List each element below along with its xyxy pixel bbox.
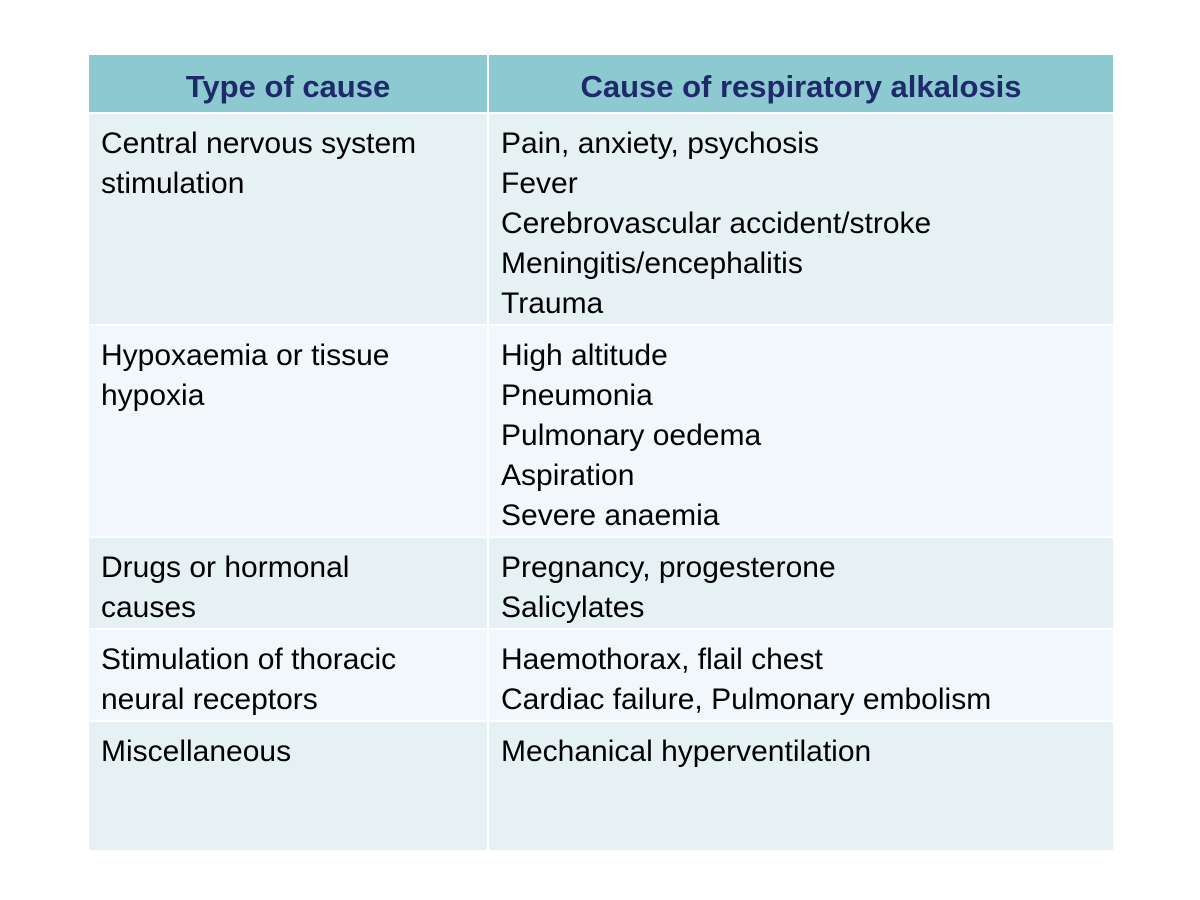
table-row bbox=[88, 325, 1114, 537]
type-line: causes bbox=[101, 591, 197, 624]
type-line: Hypoxaemia or tissue bbox=[101, 339, 390, 372]
table-row bbox=[88, 721, 1114, 851]
cause-item: Salicylates bbox=[501, 591, 645, 624]
cause-item: Cardiac failure, Pulmonary embolism bbox=[501, 683, 992, 716]
type-line: Miscellaneous bbox=[101, 735, 292, 768]
type-cell bbox=[88, 629, 488, 721]
cause-item: Pregnancy, progesterone bbox=[501, 551, 836, 584]
cause-item: Severe anaemia bbox=[501, 499, 720, 532]
type-cell bbox=[88, 537, 488, 629]
causes-table bbox=[87, 53, 1115, 852]
cause-item: Haemothorax, flail chest bbox=[501, 643, 823, 676]
type-line: Drugs or hormonal bbox=[101, 551, 350, 584]
causes-cell bbox=[488, 629, 1114, 721]
table-row bbox=[88, 113, 1114, 325]
type-cell bbox=[88, 721, 488, 851]
type-cell bbox=[88, 113, 488, 325]
cause-item: Mechanical hyperventilation bbox=[501, 735, 872, 768]
causes-cell bbox=[488, 537, 1114, 629]
causes-cell bbox=[488, 721, 1114, 851]
causes-cell bbox=[488, 325, 1114, 537]
table-header bbox=[88, 54, 1114, 113]
type-line: neural receptors bbox=[101, 683, 318, 716]
table-body bbox=[88, 113, 1114, 851]
cause-item: Trauma bbox=[501, 287, 604, 320]
cause-item: Pain, anxiety, psychosis bbox=[501, 127, 819, 160]
header-type-of-cause: Type of cause bbox=[88, 54, 488, 113]
cause-item: Fever bbox=[501, 167, 578, 200]
type-line: hypoxia bbox=[101, 379, 205, 412]
cause-item: Meningitis/encephalitis bbox=[501, 247, 803, 280]
cause-item: Cerebrovascular accident/stroke bbox=[501, 207, 932, 240]
type-line: stimulation bbox=[101, 167, 245, 200]
header-row bbox=[88, 54, 1114, 113]
header-cause-of-respiratory-alkalosis: Cause of respiratory alkalosis bbox=[488, 54, 1114, 113]
table-row bbox=[88, 537, 1114, 629]
type-cell bbox=[88, 325, 488, 537]
table-row bbox=[88, 629, 1114, 721]
cause-item: Aspiration bbox=[501, 459, 635, 492]
type-line: Stimulation of thoracic bbox=[101, 643, 397, 676]
cause-item: High altitude bbox=[501, 339, 668, 372]
causes-cell bbox=[488, 113, 1114, 325]
cause-item: Pneumonia bbox=[501, 379, 653, 412]
type-line: Central nervous system bbox=[101, 127, 417, 160]
cause-item: Pulmonary oedema bbox=[501, 419, 762, 452]
